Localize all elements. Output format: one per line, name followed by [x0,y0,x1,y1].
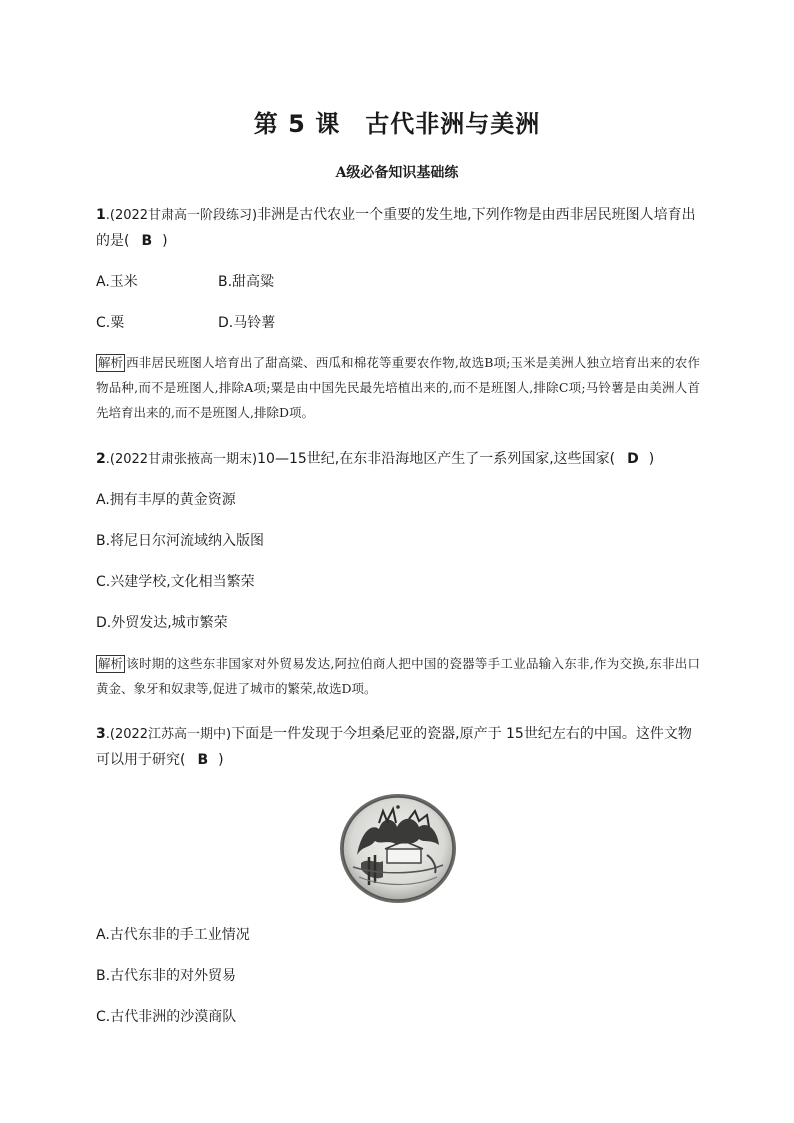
q1-stem-line1 [96,205,696,226]
q2-stem-text: 10—15世纪,在东非沿海地区产生了一系列国家,这些国家( [257,451,616,467]
q3-answer: B [197,752,209,768]
q1-answer: B [141,233,153,249]
q1-stem-text: 非洲是古代农业一个重要的发生地,下列作物是由西非居民班图人培育出 [257,207,696,223]
q1-option-c: C.粟 [96,315,125,331]
porcelain-plate-image [339,793,457,904]
q1-number: 1 [96,207,106,223]
q1-stem-line2 [96,231,168,251]
q1-option-d: D.马铃薯 [218,315,276,331]
q1-source: .(2022甘肃高一阶段练习) [105,208,258,223]
q2-option-d: D.外贸发达,城市繁荣 [96,615,228,631]
q2-option-b: B.将尼日尔河流域纳入版图 [96,533,265,549]
q2-explanation-text: 该时期的这些东非国家对外贸易发达,阿拉伯商人把中国的瓷器等手工业品输入东非,作为交换,东非出口黄金、象牙和奴隶等,促进了城市的繁荣,故选D项。 [96,656,700,696]
q2-explanation-tag: 解析 [98,656,124,671]
q3-option-b: B.古代东非的对外贸易 [96,968,237,984]
q3-stem-text2: 可以用于研究( [96,752,186,768]
q1-explanation [96,350,700,425]
q2-option-a: A.拥有丰厚的黄金资源 [96,492,236,508]
q3-option-a: A.古代东非的手工业情况 [96,927,250,943]
q2-paren-close: ) [648,451,655,467]
q1-option-b: B.甜高粱 [218,274,275,290]
q2-answer: D [627,451,639,467]
q2-source: .(2022甘肃张掖高一期末) [105,452,258,467]
q2-number: 2 [96,451,106,467]
q3-source: .(2022江苏高一期中) [105,727,232,742]
q1-explanation-tag: 解析 [98,355,124,370]
q2-stem [96,449,654,470]
q2-explanation [96,651,700,701]
section-heading: A级必备知识基础练 [335,165,459,181]
q3-number: 3 [96,726,106,742]
q2-option-c: C.兴建学校,文化相当繁荣 [96,574,255,590]
q1-stem-text2: 的是( [96,233,130,249]
q1-paren-close: ) [162,233,168,249]
q3-paren-close: ) [218,752,224,768]
q1-explanation-text: 西非居民班图人培育出了甜高粱、西瓜和棉花等重要农作物,故选B项;玉米是美洲人独立培育出来的农作物品种,而不是班图人,排除A项;粟是由中国先民最先培植出来的,而不是班图人,排除C项;马铃薯是由美洲人首先培育出来的,而不是班图人,排除D项。 [96,355,700,420]
page-title: 第 5 课 古代非洲与美洲 [253,110,541,138]
q3-stem-line2 [96,750,224,770]
q3-stem-text: 下面是一件发现于今坦桑尼亚的瓷器,原产于 15世纪左右的中国。这件文物 [231,726,692,742]
q3-option-c: C.古代非洲的沙漠商队 [96,1009,237,1025]
q1-option-a: A.玉米 [96,274,138,290]
q3-stem-line1 [96,724,692,745]
